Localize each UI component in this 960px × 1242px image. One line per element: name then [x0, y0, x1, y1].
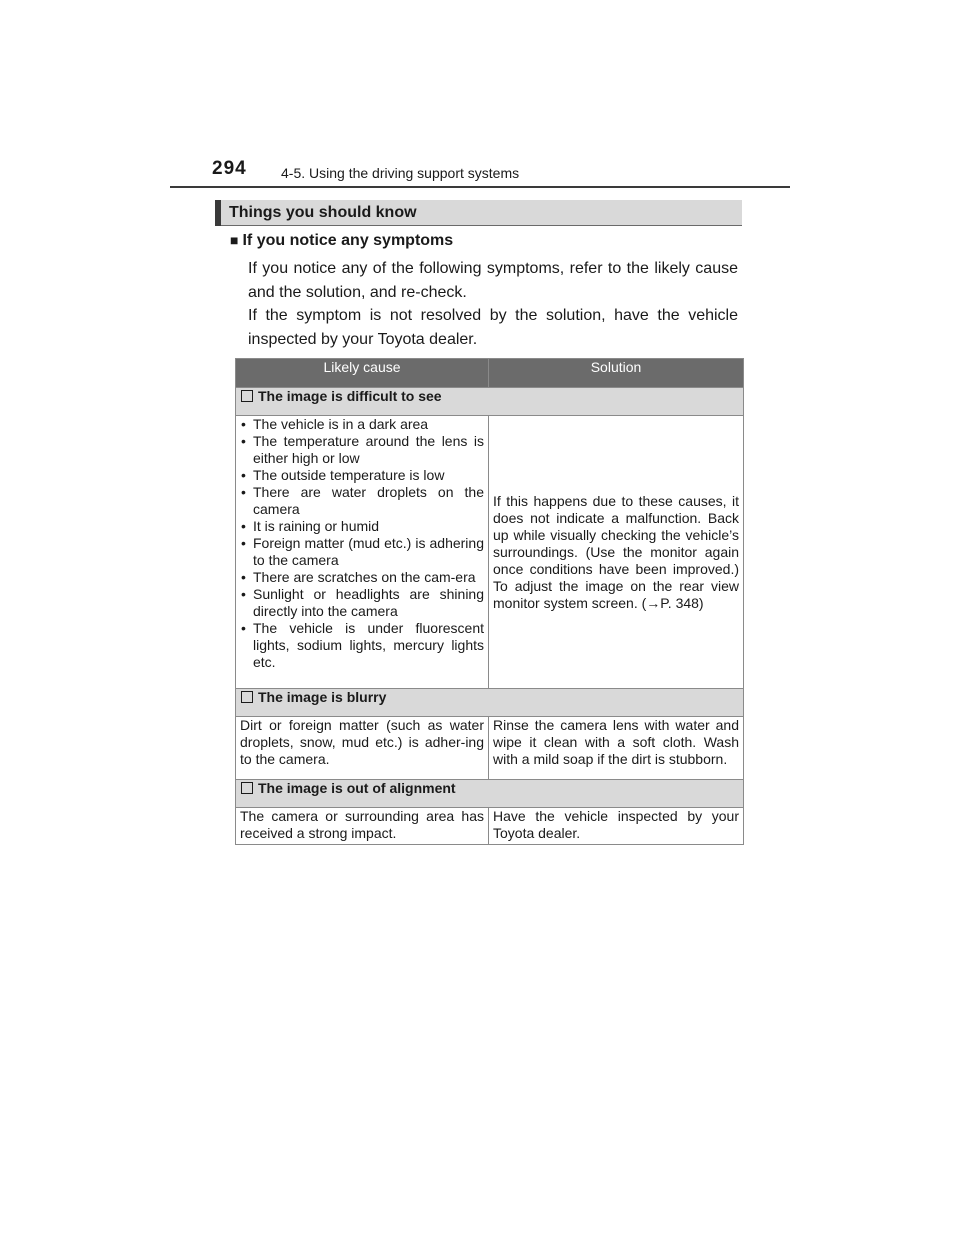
subheading	[230, 232, 453, 250]
symptom-table	[235, 358, 744, 845]
list-item: • The vehicle is under fluorescent lights, sodium lights, mercury lights etc.	[240, 620, 484, 671]
group-row	[236, 689, 744, 717]
group-title-text: The image is blurry	[258, 689, 387, 705]
group-row	[236, 780, 744, 808]
group-title-text: The image is difficult to see	[258, 388, 442, 404]
page-number: 294	[212, 158, 247, 179]
cause-list	[240, 416, 484, 671]
solution-cell: If this happens due to these causes, it does not indicate a malfunction. Back up while visually checking the vehicle’s surroundings. (Use the monitor again once conditions have been improved.) To adjust the image on the rear view monitor system screen. (→P. 348)	[489, 416, 744, 689]
group-title-text: The image is out of alignment	[258, 780, 456, 796]
list-item: • Foreign matter (mud etc.) is adhering to the camera	[240, 535, 484, 569]
square-bullet-icon: ■	[230, 232, 239, 248]
group-row	[236, 388, 744, 416]
list-item: • Sunlight or headlights are shining directly into the camera	[240, 586, 484, 620]
list-item: • It is raining or humid	[240, 518, 484, 535]
solution-cell: Rinse the camera lens with water and wipe it clean with a soft cloth. Wash with a mild soap if the dirt is stubborn.	[489, 717, 744, 780]
box-title: Things you should know	[229, 204, 417, 221]
checkbox-icon	[241, 782, 253, 794]
cause-cell: Dirt or foreign matter (such as water droplets, snow, mud etc.) is adher-ing to the camera.	[236, 717, 489, 780]
header-solution: Solution	[489, 359, 744, 388]
list-item: • The temperature around the lens is either high or low	[240, 433, 484, 467]
checkbox-icon	[241, 390, 253, 402]
dealer-paragraph: If the symptom is not resolved by the solution, have the vehicle inspected by your Toyota dealer.	[248, 307, 738, 348]
group-title-difficult	[236, 388, 744, 416]
list-item: • There are water droplets on the camera	[240, 484, 484, 518]
section-title: 4-5. Using the driving support systems	[281, 165, 520, 181]
group-title-alignment	[236, 780, 744, 808]
table-row	[236, 416, 744, 689]
table-row	[236, 717, 744, 780]
table-header-row	[236, 359, 744, 388]
checkbox-icon	[241, 691, 253, 703]
list-item: • The outside temperature is low	[240, 467, 484, 484]
list-item: • There are scratches on the cam-era	[240, 569, 484, 586]
cause-cell: The camera or surrounding area has received a strong impact.	[236, 808, 489, 845]
list-item: • The vehicle is in a dark area	[240, 416, 484, 433]
group-title-blurry	[236, 689, 744, 717]
header-divider	[170, 186, 790, 188]
box-accent-bar	[215, 200, 221, 226]
solution-cell: Have the vehicle inspected by your Toyota dealer.	[489, 808, 744, 845]
header-likely-cause: Likely cause	[236, 359, 489, 388]
table-row	[236, 808, 744, 845]
things-you-should-know-box	[215, 200, 742, 226]
subheading-text: If you notice any symptoms	[242, 232, 454, 249]
cause-cell	[236, 416, 489, 689]
intro-paragraph: If you notice any of the following symptoms, refer to the likely cause and the solution, and re-check.	[248, 260, 738, 301]
